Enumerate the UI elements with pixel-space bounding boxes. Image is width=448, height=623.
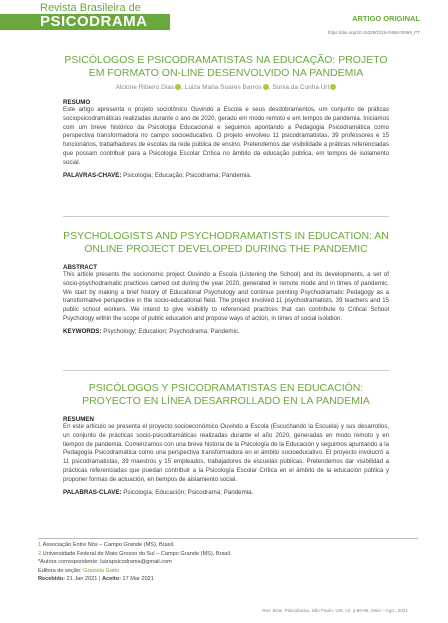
keywords-pt bbox=[63, 172, 389, 179]
article-type: ARTIGO ORIGINAL bbox=[352, 14, 420, 23]
abstract-pt: Este artigo apresenta o projeto sociotônico Ouvindo a Escola e seus desdobramentos, um conjunto de práticas sociopsicodramáticas realizadas durante o ano de 2020, gerado em modo remoto e em tempos de pandemia. Iniciamos com um breve histórico da Psicologia Educacional e seguimos apontando a Pedagogia Psicodramática como perspectiva transformadora no campo socioeducativo. O projeto envolveu 11 psicodramatistas, 39 professores e 15 funcionários, trabalhadores de escolas da rede pública de ensino. Pretendemos dar visibilidade a práticas referenciadas que possam contribuir para a Psicologia Escolar Crítica no âmbito da educação pública, em tempos de isolamento social. bbox=[63, 106, 389, 166]
footnote-2: 2.Universidade Federal de Mato Grosso do Sul – Campo Grande (MS), Brasil. bbox=[38, 550, 232, 557]
orcid-icon[interactable] bbox=[330, 84, 336, 90]
abstract-es: En este artículo se presenta el proyecto socioeconómico Ouvindo a Escola (Escuchando la Escuela) y sus desarrollos, un conjunto de prácticas socio-psicodramáticas realizadas durante el año 2020, generadas en modo remoto y en tiempos de pandemia. Comenzamos con una breve historia de la Psicología de la Educación y seguimos apuntando a la Pedagogía Psicodramática como una perspectiva transformadora en el ámbito socioeducativo. El proyecto involucró a 11 psicodramatistas, 39 maestros y 15 empleados, trabajadores de escuelas públicas. Pretendemos dar visibilidad a prácticas referenciadas que puedan contribuir a la Psicología Escolar Crítica en el ámbito de la educación pública y proponer formas de actuación, en tiempos de aislamiento social. bbox=[63, 423, 389, 483]
keywords-en bbox=[63, 328, 389, 335]
author-2: Luiza Maria Soares Barros bbox=[184, 84, 262, 91]
journal-header bbox=[0, 0, 448, 40]
dates: Recebido: 21 Jan 2021 | Aceito: 17 Mar 2021 bbox=[38, 576, 154, 582]
abstract-label-en: ABSTRACT bbox=[63, 264, 98, 271]
abstract-en: This article presents the socionomic project Ouvindo a Escola (Listening the School) and its developments, a set of socio-psychodramatic practices carried out during the year 2020, generated in remote mode and in times of pandemic. We start by making a brief history of Educational Psychology and continue pointing Psychodramatic Pedagogy as a transformative perspective in the socio-educational field. The project involved 11 psychodramatists, 39 teachers and 15 public school workers. We intend to give visibility to referenced practices that can contribute to Critical School Psychology within the scope of public education and propose ways of action, in times of social isolation. bbox=[63, 271, 389, 322]
section-editor: Editora de seção: Graziela Gatto bbox=[38, 567, 120, 574]
journal-name: PSICODRAMA bbox=[40, 13, 148, 30]
section-spanish bbox=[63, 382, 389, 496]
orcid-icon[interactable] bbox=[175, 84, 181, 90]
author-list: Alcione Ribeiro Dias , Luiza Maria Soares Barros , Sonia da Cunha Urt bbox=[63, 84, 389, 91]
keywords-es bbox=[63, 489, 389, 496]
abstract-label-pt: RESUMO bbox=[63, 99, 91, 106]
orcid-icon[interactable] bbox=[263, 84, 269, 90]
doi-link[interactable]: https://doi.org/10.15329/2318-0498.00469_PT bbox=[327, 30, 420, 35]
keywords-value-en: Psychology; Education; Psychodrama; Pandemic. bbox=[103, 327, 240, 335]
abstract-label-es: RESUMEN bbox=[63, 416, 94, 423]
journal-subtitle: Revista Brasileira de bbox=[40, 2, 141, 14]
section-english bbox=[63, 230, 389, 335]
corresponding-author: *Autora correspondente: luizapsicodrama@gmail.com bbox=[38, 559, 172, 565]
author-3: Sonia da Cunha Urt bbox=[272, 84, 330, 91]
keywords-label-en: KEYWORDS: bbox=[63, 327, 102, 335]
email-link[interactable]: luizapsicodrama@gmail.com bbox=[100, 559, 172, 565]
title-pt: PSICÓLOGOS E PSICODRAMATISTAS NA EDUCAÇÃO: PROJETO EM FORMATO ON-LINE DESENVOLVIDO NA PANDEMIA bbox=[64, 54, 388, 79]
section-portuguese bbox=[63, 54, 389, 179]
keywords-value-pt: Psicologia; Educação; Psicodrama; Pandemia. bbox=[123, 171, 252, 179]
keywords-value-es: Psicología; Educación; Psicodrama; Pandemia. bbox=[123, 488, 254, 496]
keywords-label-pt: PALAVRAS-CHAVE: bbox=[63, 171, 122, 179]
author-1: Alcione Ribeiro Dias bbox=[115, 84, 175, 91]
title-es: PSICÓLOGOS Y PSICODRAMATISTAS EN EDUCACIÓN: PROYECTO EN LÍNEA DESARROLLADO EN LA PANDEMIA bbox=[82, 382, 370, 407]
divider bbox=[63, 216, 389, 217]
keywords-label-es: PALABRAS-CLAVE: bbox=[63, 488, 122, 496]
footnotes bbox=[38, 541, 418, 584]
footnote-1: 1.Associação Entre Nós – Campo Grande (MS), Brasil. bbox=[38, 542, 175, 548]
footnote-divider bbox=[38, 538, 418, 539]
title-en: PSYCHOLOGISTS AND PSYCHODRAMATISTS IN EDUCATION: AN ONLINE PROJECT DEVELOPED DURING THE PANDEMIC bbox=[63, 230, 389, 255]
page-footer-citation: Rev. Bras. Psicodrama, São Paulo, v29, n2, p.86-98, Maio – Ago., 2021 bbox=[262, 608, 408, 613]
divider bbox=[63, 370, 389, 371]
